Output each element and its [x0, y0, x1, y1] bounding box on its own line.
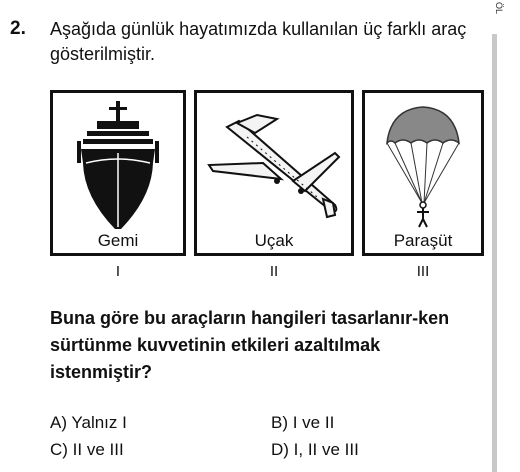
roman-label-iii: III [416, 263, 430, 280]
option-c[interactable]: C) II ve III [50, 440, 124, 459]
panel-airplane-caption: Uçak [254, 231, 294, 250]
airplane-icon [197, 93, 351, 233]
option-d[interactable]: D) I, II ve III [271, 440, 359, 459]
option-b[interactable]: B) I ve II [271, 413, 335, 432]
panel-airplane [194, 90, 354, 256]
panel-ship-caption: Gemi [97, 231, 139, 250]
panel-parachute [362, 90, 484, 256]
ship-icon [53, 93, 183, 233]
question-prompt: Buna göre bu araçların hangileri tasarlanır-ken sürtünme kuvvetinin etkileri azaltılmak istenmiştir? [50, 308, 450, 382]
question-stem: Aşağıda günlük hayatımızda kullanılan üç farklı araç gösterilmiştir. [50, 19, 467, 64]
option-a[interactable]: A) Yalnız I [50, 413, 127, 432]
side-margin-rule [492, 34, 497, 472]
side-margin-label: ÖL [494, 2, 504, 15]
roman-label-ii: II [269, 263, 279, 280]
question-number: 2. [10, 18, 26, 39]
parachute-icon [365, 93, 481, 233]
roman-label-i: I [115, 263, 121, 280]
panel-ship [50, 90, 186, 256]
panel-parachute-caption: Paraşüt [393, 231, 453, 250]
